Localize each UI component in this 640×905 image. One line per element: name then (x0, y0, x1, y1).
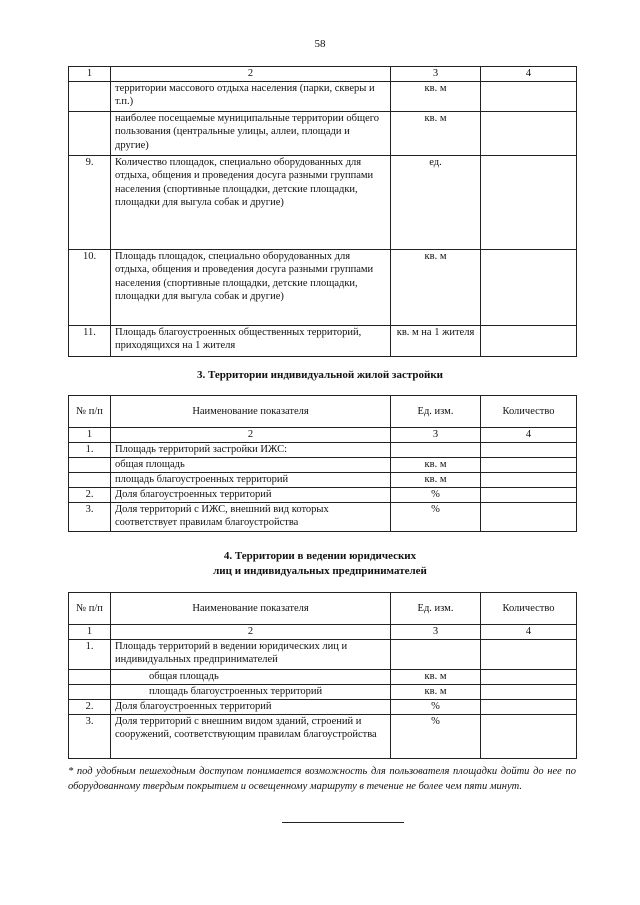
col-name-header: 2 (111, 67, 391, 82)
row-num (69, 111, 111, 155)
row-unit: кв. м (391, 111, 481, 155)
row-qty (481, 249, 577, 325)
table-row (69, 155, 577, 249)
col-name-header: Наименование показателя (111, 593, 391, 625)
number-cell: 4 (481, 428, 577, 443)
row-unit: кв. м (391, 472, 481, 487)
row-num: 10. (69, 249, 111, 325)
row-name: Площадь территорий застройки ИЖС: (111, 442, 391, 457)
section-3-title: 3. Территории индивидуальной жилой застройки (196, 369, 443, 381)
row-name: общая площадь (111, 669, 391, 684)
row-num (69, 669, 111, 684)
row-num: 11. (69, 325, 111, 356)
number-cell: 4 (481, 625, 577, 640)
row-unit: % (391, 699, 481, 714)
table-row (69, 669, 577, 684)
row-name: Площадь территорий в ведении юридических лиц и индивидуальных предпринимателей (111, 639, 391, 669)
row-qty (481, 472, 577, 487)
table-row (69, 502, 577, 531)
row-unit: кв. м (391, 457, 481, 472)
col-num-header: № п/п (69, 593, 111, 625)
row-name: площадь благоустроенных территорий (111, 472, 391, 487)
table-row (69, 487, 577, 502)
table-header-row (69, 67, 577, 82)
table-section-4 (68, 592, 577, 759)
table-row (69, 457, 577, 472)
number-cell: 2 (111, 428, 391, 443)
footnote-divider (282, 822, 404, 823)
row-num: 1. (69, 639, 111, 669)
col-num-header: 1 (69, 67, 111, 82)
row-num: 3. (69, 502, 111, 531)
row-num (69, 684, 111, 699)
table-header-row (69, 396, 577, 428)
table-row (69, 639, 577, 669)
table-row (69, 442, 577, 457)
col-qty-header: Количество (481, 396, 577, 428)
row-qty (481, 81, 577, 111)
section-4-title (0, 549, 640, 579)
row-qty (481, 502, 577, 531)
row-unit: кв. м (391, 669, 481, 684)
row-qty (481, 684, 577, 699)
table-row (69, 81, 577, 111)
row-num: 1. (69, 442, 111, 457)
row-num: 9. (69, 155, 111, 249)
row-unit: кв. м (391, 684, 481, 699)
table-numbers-row (69, 428, 577, 443)
col-name-header: Наименование показателя (111, 396, 391, 428)
col-num-header: № п/п (69, 396, 111, 428)
row-qty (481, 487, 577, 502)
table-numbers-row (69, 625, 577, 640)
row-qty (481, 714, 577, 758)
row-name: Количество площадок, специально оборудованных для отдыха, общения и проведения досуга разными группами населения (спортивные площадки, детские площадки, площадки для выгула собак и другие) (111, 155, 391, 249)
col-qty-header: 4 (481, 67, 577, 82)
table-continued (68, 66, 577, 357)
table-row (69, 111, 577, 155)
table-row (69, 699, 577, 714)
row-name: площадь благоустроенных территорий (111, 684, 391, 699)
row-qty (481, 699, 577, 714)
row-name: Доля территорий с внешним видом зданий, строений и сооружений, соответствующим правилам благоустройства (111, 714, 391, 758)
row-num (69, 457, 111, 472)
row-name: Площадь благоустроенных общественных территорий, приходящихся на 1 жителя (111, 325, 391, 356)
table-header-row (69, 593, 577, 625)
row-name: территории массового отдыха населения (парки, скверы и т.п.) (111, 81, 391, 111)
row-name: наиболее посещаемые муниципальные территории общего пользования (центральные улицы, аллеи, площади и другие) (111, 111, 391, 155)
row-num (69, 81, 111, 111)
number-cell: 3 (391, 625, 481, 640)
number-cell: 1 (69, 625, 111, 640)
table-row (69, 325, 577, 356)
page-number: 58 (314, 38, 326, 50)
row-unit (391, 442, 481, 457)
row-unit: % (391, 714, 481, 758)
table-row (69, 472, 577, 487)
number-cell: 1 (69, 428, 111, 443)
table-row (69, 249, 577, 325)
row-num: 2. (69, 487, 111, 502)
row-unit: ед. (391, 155, 481, 249)
col-unit-header: Ед. изм. (391, 593, 481, 625)
col-unit-header: 3 (391, 67, 481, 82)
row-qty (481, 457, 577, 472)
section-4-title-line-2: лиц и индивидуальных предпринимателей (213, 565, 427, 577)
row-name: Площадь площадок, специально оборудованных для отдыха, общения и проведения досуга разными группами населения (спортивные площадки, детские площадки, площадки для выгула собак и другие) (111, 249, 391, 325)
row-unit: кв. м (391, 249, 481, 325)
number-cell: 2 (111, 625, 391, 640)
row-num: 3. (69, 714, 111, 758)
col-qty-header: Количество (481, 593, 577, 625)
row-name: общая площадь (111, 457, 391, 472)
number-cell: 3 (391, 428, 481, 443)
row-unit: % (391, 502, 481, 531)
row-name: Доля благоустроенных территорий (111, 487, 391, 502)
row-qty (481, 111, 577, 155)
table-section-3 (68, 395, 577, 532)
row-name: Доля территорий с ИЖС, внешний вид которых соответствует правилам благоустройства (111, 502, 391, 531)
row-qty (481, 442, 577, 457)
section-4-title-line-1: 4. Территории в ведении юридических (223, 550, 417, 562)
table-row (69, 684, 577, 699)
row-unit (391, 639, 481, 669)
row-qty (481, 639, 577, 669)
row-unit: кв. м на 1 жителя (391, 325, 481, 356)
row-qty (481, 155, 577, 249)
row-unit: кв. м (391, 81, 481, 111)
row-unit: % (391, 487, 481, 502)
col-unit-header: Ед. изм. (391, 396, 481, 428)
table-row (69, 714, 577, 758)
row-num: 2. (69, 699, 111, 714)
row-num (69, 472, 111, 487)
row-name: Доля благоустроенных территорий (111, 699, 391, 714)
row-qty (481, 669, 577, 684)
footnote: * под удобным пешеходным доступом понимается возможность для пользователя площадки дойти до нее по оборудованному твердым покрытием и освещенному маршруту в течение не более чем пяти минут. (68, 766, 576, 792)
row-qty (481, 325, 577, 356)
